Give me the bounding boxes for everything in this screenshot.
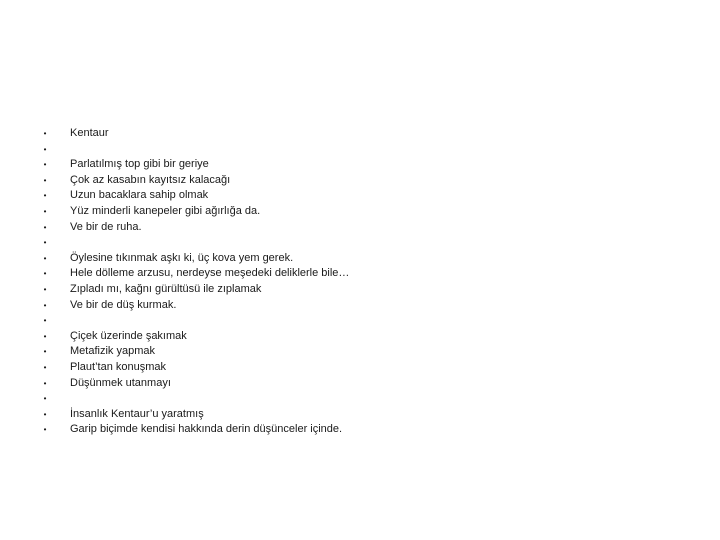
- bullet-icon: •: [43, 191, 47, 201]
- list-item: [40, 235, 700, 251]
- bullet-icon: •: [43, 175, 47, 185]
- poem-line-text: Zıpladı mı, kağnı gürültüsü ile zıplamak: [70, 282, 262, 295]
- list-item: [40, 313, 700, 329]
- list-item: [40, 376, 700, 392]
- list-item: [40, 251, 700, 267]
- bullet-icon: •: [43, 300, 47, 310]
- poem-line-text: Metafizik yapmak: [70, 345, 155, 358]
- list-item: [40, 188, 700, 204]
- bullet-icon: •: [43, 253, 47, 263]
- bullet-icon: •: [43, 222, 47, 232]
- bullet-icon: •: [43, 206, 47, 216]
- bullet-icon: •: [43, 394, 47, 404]
- poem-line-text: Çok az kasabın kayıtsız kalacağı: [70, 173, 231, 186]
- list-item: [40, 157, 700, 173]
- list-item: [40, 360, 700, 376]
- poem-line-text: Uzun bacaklara sahip olmak: [70, 189, 209, 202]
- bullet-icon: •: [43, 129, 47, 138]
- bullet-icon: •: [43, 316, 47, 326]
- bullet-icon: •: [43, 160, 47, 170]
- poem-line-text: Çiçek üzerinde şakımak: [70, 329, 187, 342]
- list-item: [40, 391, 700, 407]
- list-item: [40, 329, 700, 345]
- bullet-icon: •: [43, 331, 47, 341]
- poem-line-text: Garip biçimde kendisi hakkında derin düşünceler içinde.: [70, 423, 343, 436]
- poem-line-text: Ve bir de düş kurmak.: [70, 298, 177, 311]
- bullet-icon: •: [43, 238, 47, 248]
- poem-line-text: İnsanlık Kentaur’u yaratmış: [70, 407, 204, 420]
- poem-line-text: Hele dölleme arzusu, nerdeyse meşedeki deliklerle bile…: [70, 267, 350, 280]
- poem-line-text: Öylesine tıkınmak aşkı ki, üç kova yem gerek.: [70, 251, 294, 264]
- list-item: [40, 220, 700, 236]
- list-item: [40, 126, 700, 142]
- list-item: [40, 407, 700, 423]
- list-item: [40, 344, 700, 360]
- list-item: [40, 142, 700, 158]
- bullet-icon: •: [43, 269, 47, 279]
- poem-line-text: Parlatılmış top gibi bir geriye: [70, 158, 209, 171]
- bullet-icon: •: [43, 284, 47, 294]
- poem-line-text: Ve bir de ruha.: [70, 220, 142, 233]
- list-item: [40, 282, 700, 298]
- list-item: [40, 298, 700, 314]
- poem-line-text: Plaut’tan konuşmak: [70, 360, 166, 373]
- bullet-icon: •: [43, 425, 47, 435]
- list-item: [40, 173, 700, 189]
- poem-line-text: Düşünmek utanmayı: [70, 376, 171, 389]
- bullet-icon: •: [43, 378, 47, 388]
- poem-line-text: Yüz minderli kanepeler gibi ağırlığa da.: [70, 204, 261, 217]
- bullet-icon: •: [43, 347, 47, 357]
- bullet-icon: •: [43, 409, 47, 419]
- bullet-icon: •: [43, 144, 47, 154]
- list-item: [40, 422, 700, 438]
- list-item: [40, 204, 700, 220]
- list-item: [40, 266, 700, 282]
- poem-bullet-list: [40, 126, 700, 438]
- bullet-icon: •: [43, 362, 47, 372]
- poem-line-text: Kentaur: [70, 127, 109, 139]
